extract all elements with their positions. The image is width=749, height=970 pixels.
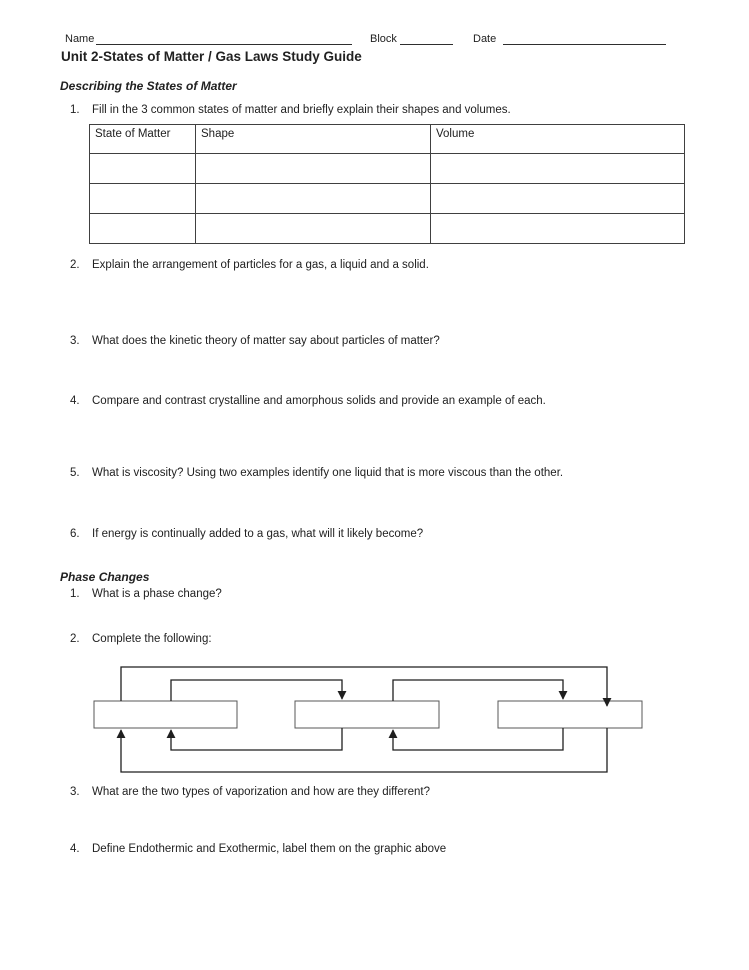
question-number: 3.	[70, 786, 80, 798]
table-cell-empty	[90, 214, 196, 244]
section-heading-states-of-matter: Describing the States of Matter	[60, 79, 237, 93]
table-row	[90, 154, 685, 184]
date-blank-line	[503, 44, 666, 45]
table-row	[90, 184, 685, 214]
name-label: Name	[65, 33, 95, 45]
table-cell-empty	[431, 184, 685, 214]
phase-change-diagram	[85, 655, 655, 780]
question-text: Define Endothermic and Exothermic, label them on the graphic above	[92, 843, 447, 855]
question-row	[70, 334, 440, 348]
question-text: Compare and contrast crystalline and amorphous solids and provide an example of each.	[92, 395, 546, 407]
table-header-state-of-matter: State of Matter	[90, 125, 196, 154]
arrow-bottom-box3-to-box2	[393, 728, 563, 750]
question-number: 5.	[70, 467, 80, 479]
question-number: 1.	[70, 104, 80, 116]
question-text: What are the two types of vaporization and how are they different?	[92, 786, 430, 798]
question-row	[70, 394, 546, 408]
question-text: Explain the arrangement of particles for a gas, a liquid and a solid.	[92, 259, 429, 271]
arrow-top-box1-to-box2	[171, 680, 342, 701]
table-cell-empty	[196, 214, 431, 244]
question-row	[70, 587, 222, 601]
question-text: Fill in the 3 common states of matter and briefly explain their shapes and volumes.	[92, 104, 511, 116]
question-text: What is a phase change?	[92, 588, 222, 600]
question-number: 4.	[70, 843, 80, 855]
question-text: What is viscosity? Using two examples identify one liquid that is more viscous than the other.	[92, 467, 564, 479]
table-cell-empty	[196, 154, 431, 184]
question-number: 6.	[70, 528, 80, 540]
question-number: 2.	[70, 633, 80, 645]
question-row	[70, 258, 429, 272]
states-of-matter-table	[89, 124, 685, 244]
question-number: 3.	[70, 335, 80, 347]
table-header-shape: Shape	[196, 125, 431, 154]
table-header-row	[90, 125, 685, 154]
table-cell-empty	[196, 184, 431, 214]
question-row	[70, 527, 423, 541]
name-blank-line	[96, 44, 352, 45]
block-label: Block	[370, 33, 397, 45]
question-row	[70, 785, 430, 799]
question-row	[70, 103, 511, 117]
question-number: 2.	[70, 259, 80, 271]
table-cell-empty	[431, 154, 685, 184]
section-heading-phase-changes: Phase Changes	[60, 570, 150, 584]
question-row	[70, 842, 446, 856]
phase-box-3	[498, 701, 642, 728]
question-row	[70, 466, 563, 480]
arrow-bottom-box2-to-box1	[171, 728, 342, 750]
block-blank-line	[400, 44, 453, 45]
arrow-top-box2-to-box3	[393, 680, 563, 701]
question-text: What does the kinetic theory of matter say about particles of matter?	[92, 335, 440, 347]
phase-box-1	[94, 701, 237, 728]
question-text: Complete the following:	[92, 633, 212, 645]
table-row	[90, 214, 685, 244]
question-number: 4.	[70, 395, 80, 407]
table-cell-empty	[431, 214, 685, 244]
table-header-volume: Volume	[431, 125, 685, 154]
doc-title: Unit 2-States of Matter / Gas Laws Study Guide	[61, 49, 362, 64]
arrow-top-outer-box1-to-box3	[121, 667, 607, 706]
phase-box-2	[295, 701, 439, 728]
question-text: If energy is continually added to a gas, what will it likely become?	[92, 528, 424, 540]
table-cell-empty	[90, 154, 196, 184]
date-label: Date	[473, 33, 497, 45]
table-cell-empty	[90, 184, 196, 214]
question-row	[70, 632, 212, 646]
question-number: 1.	[70, 588, 80, 600]
